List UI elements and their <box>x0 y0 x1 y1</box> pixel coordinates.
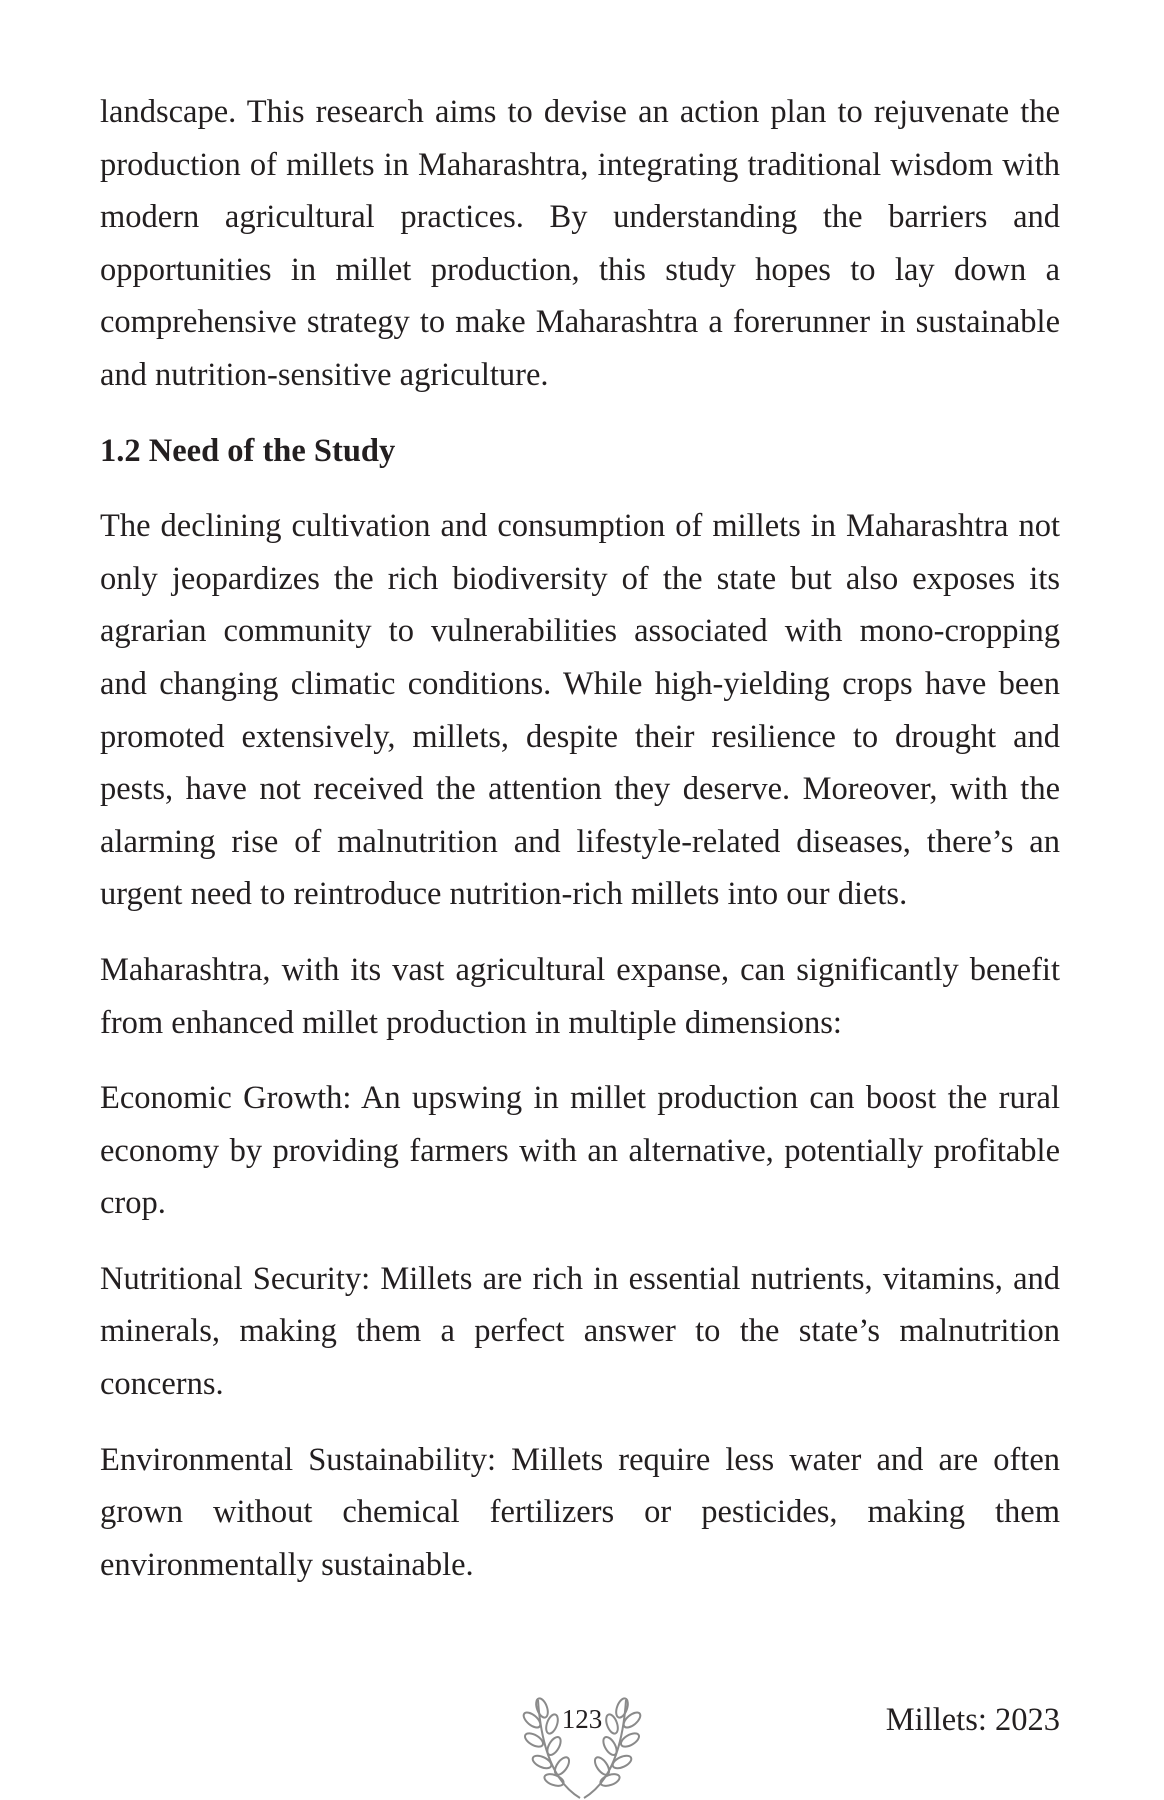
page-number: 123 <box>561 1704 603 1734</box>
body-paragraph: Nutritional Security: Millets are rich in essential nutrients, vitamins, and minerals, making them a perfect answer to the state’s malnutrition concerns. <box>100 1260 1060 1403</box>
body-paragraph: landscape. This research aims to devise an action plan to rejuvenate the production of millets in Maharashtra, integrating traditional wisdom with modern agricultural practices. By understanding the barriers and opportunities in millet production, this study hopes to lay down a comprehensive strategy to make Maharashtra a forerunner in sustainable and nutrition-sensitive agriculture. <box>100 94 1060 393</box>
body-paragraph: The declining cultivation and consumption of millets in Maharashtra not only jeopardizes the rich biodiversity of the state but also exposes its agrarian community to vulnerabilities associated with mono-cropping and changing climatic conditions. While high-yielding crops have been promoted extensively, millets, despite their resilience to drought and pests, have not received the attention they deserve. Moreover, with the alarming rise of malnutrition and lifestyle-related diseases, there’s an urgent need to reintroduce nutrition-rich millets into our diets. <box>100 508 1060 913</box>
page-body <box>100 86 1060 1614</box>
body-paragraph: Environmental Sustainability: Millets require less water and are often grown without chemical fertilizers or pesticides, making them environmentally sustainable. <box>100 1441 1060 1583</box>
page-footer <box>0 1690 1164 1800</box>
running-title: Millets: 2023 <box>885 1702 1060 1738</box>
section-heading: 1.2 Need of the Study <box>100 432 396 469</box>
body-paragraph: Maharashtra, with its vast agricultural expanse, can significantly benefit from enhanced millet production in multiple dimensions: <box>100 951 1060 1041</box>
body-paragraph: Economic Growth: An upswing in millet production can boost the rural economy by providing farmers with an alternative, potentially profitable crop. <box>100 1080 1060 1222</box>
